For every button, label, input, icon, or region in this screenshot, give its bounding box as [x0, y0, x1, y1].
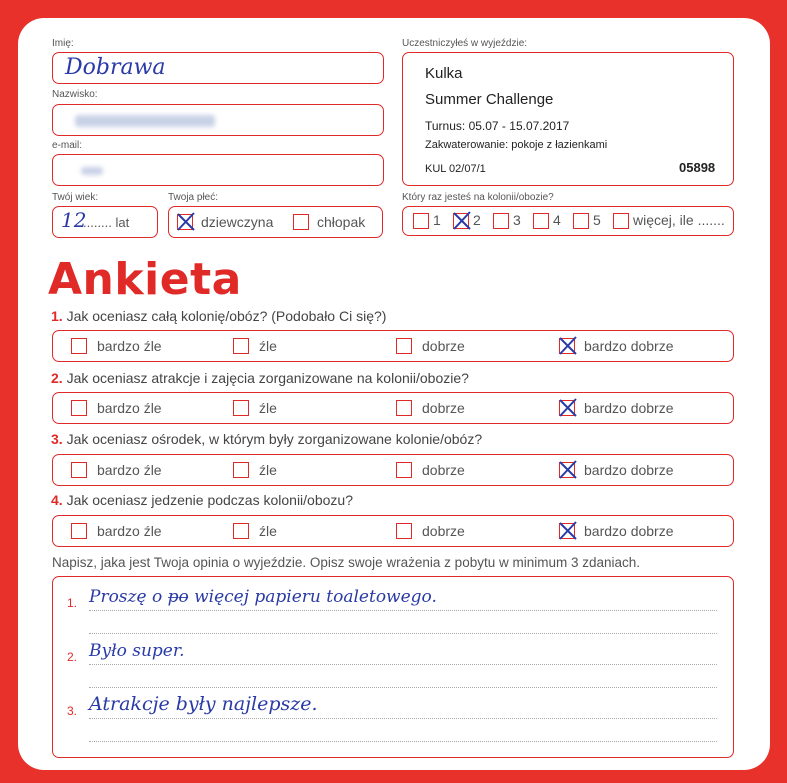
times-checkbox-more[interactable] — [613, 213, 629, 229]
q4-checkbox-good[interactable] — [396, 523, 412, 539]
gender-option-boy: chłopak — [317, 214, 366, 230]
q3-checkbox-bad[interactable] — [233, 462, 249, 478]
question-2 — [51, 370, 469, 386]
check-x-icon — [557, 459, 579, 481]
q2-checkbox-bad[interactable] — [233, 400, 249, 416]
q1-option-very-good: bardzo dobrze — [584, 338, 674, 354]
opinion-line-2: Było super. — [89, 641, 185, 661]
question-number: 3. — [51, 431, 63, 447]
question-number: 1. — [51, 308, 63, 324]
camp-number: 05898 — [679, 160, 716, 175]
camp-accommodation: Zakwaterowanie: pokoje z łazienkami — [425, 139, 608, 151]
answer-row-2 — [52, 392, 734, 424]
question-1 — [51, 308, 386, 324]
q3-option-very-good: bardzo dobrze — [584, 462, 674, 478]
q1-checkbox-very-bad[interactable] — [71, 338, 87, 354]
email-label: e-mail: — [52, 140, 83, 151]
times-checkbox-3[interactable] — [493, 213, 509, 229]
surname-label: Nazwisko: — [52, 89, 98, 100]
q2-option-very-good: bardzo dobrze — [584, 400, 674, 416]
question-text: Jak oceniasz całą kolonię/obóz? (Podobało Ci się?) — [66, 308, 387, 324]
question-number: 4. — [51, 492, 63, 508]
check-x-icon — [557, 520, 579, 542]
question-text: Jak oceniasz atrakcje i zajęcia zorganizowane na kolonii/obozie? — [66, 370, 469, 386]
age-suffix: ........ lat — [83, 215, 130, 230]
q2-option-bad: źle — [259, 400, 277, 416]
q4-option-very-bad: bardzo źle — [97, 523, 162, 539]
times-option-5: 5 — [593, 212, 601, 228]
times-option-3: 3 — [513, 212, 521, 228]
q4-checkbox-very-good[interactable] — [559, 523, 575, 539]
q4-checkbox-very-bad[interactable] — [71, 523, 87, 539]
age-field[interactable] — [52, 206, 158, 238]
writing-line — [89, 741, 717, 742]
camp-info-box — [402, 52, 734, 186]
camp-code: KUL 02/07/1 — [425, 163, 486, 175]
answer-row-4 — [52, 515, 734, 547]
times-field — [402, 206, 734, 236]
q1-checkbox-good[interactable] — [396, 338, 412, 354]
check-x-icon — [557, 335, 579, 357]
q3-checkbox-very-good[interactable] — [559, 462, 575, 478]
opinion-line-3: Atrakcje były najlepsze. — [89, 693, 318, 715]
question-text: Jak oceniasz jedzenie podczas kolonii/obozu? — [66, 492, 353, 508]
gender-label: Twoja płeć: — [168, 192, 219, 203]
q1-checkbox-very-good[interactable] — [559, 338, 575, 354]
times-option-2: 2 — [473, 212, 481, 228]
times-option-4: 4 — [553, 212, 561, 228]
check-x-icon — [175, 211, 197, 233]
age-label: Twój wiek: — [52, 192, 99, 203]
times-label: Który raz jesteś na kolonii/obozie? — [402, 192, 554, 203]
name-label: Imię: — [52, 38, 74, 49]
answer-row-1 — [52, 330, 734, 362]
gender-checkbox-boy[interactable] — [293, 214, 309, 230]
opinion-line-1: Proszę o p̶o̶ więcej papieru toaletowego. — [89, 587, 437, 607]
q2-option-good: dobrze — [422, 400, 465, 416]
camp-name: Kulka — [425, 65, 463, 82]
name-value: Dobrawa — [65, 55, 166, 80]
q1-option-very-bad: bardzo źle — [97, 338, 162, 354]
times-checkbox-5[interactable] — [573, 213, 589, 229]
opinion-box[interactable] — [52, 576, 734, 758]
surname-field[interactable] — [52, 104, 384, 136]
times-checkbox-4[interactable] — [533, 213, 549, 229]
check-x-icon — [451, 210, 473, 232]
opinion-line-number: 1. — [67, 596, 78, 610]
question-number: 2. — [51, 370, 63, 386]
q1-checkbox-bad[interactable] — [233, 338, 249, 354]
question-4 — [51, 492, 353, 508]
q4-checkbox-bad[interactable] — [233, 523, 249, 539]
q4-option-bad: źle — [259, 523, 277, 539]
name-field[interactable] — [52, 52, 384, 84]
writing-line — [89, 664, 717, 665]
gender-option-girl: dziewczyna — [201, 214, 274, 230]
q1-option-bad: źle — [259, 338, 277, 354]
email-field[interactable] — [52, 154, 384, 186]
q4-option-good: dobrze — [422, 523, 465, 539]
q3-checkbox-very-bad[interactable] — [71, 462, 87, 478]
q2-option-very-bad: bardzo źle — [97, 400, 162, 416]
q2-checkbox-very-good[interactable] — [559, 400, 575, 416]
camp-program: Summer Challenge — [425, 91, 554, 108]
times-option-1: 1 — [433, 212, 441, 228]
question-text: Jak oceniasz ośrodek, w którym były zorganizowane kolonie/obóz? — [66, 431, 483, 447]
q3-checkbox-good[interactable] — [396, 462, 412, 478]
writing-line — [89, 718, 717, 719]
opinion-prompt: Napisz, jaka jest Twoja opinia o wyjeździe. Opisz swoje wrażenia z pobytu w minimum 3 zdaniach. — [52, 555, 641, 570]
q2-checkbox-very-bad[interactable] — [71, 400, 87, 416]
q4-option-very-good: bardzo dobrze — [584, 523, 674, 539]
writing-line — [89, 610, 717, 611]
age-value: 12 — [61, 208, 87, 232]
gender-field — [168, 206, 383, 238]
survey-title: Ankieta — [48, 254, 242, 305]
times-checkbox-2[interactable] — [453, 213, 469, 229]
redacted-email — [81, 167, 103, 175]
answer-row-3 — [52, 454, 734, 486]
q2-checkbox-good[interactable] — [396, 400, 412, 416]
opinion-line-number: 2. — [67, 650, 78, 664]
camp-label: Uczestniczyłeś w wyjeździe: — [402, 38, 528, 49]
q1-option-good: dobrze — [422, 338, 465, 354]
times-option-more: więcej, ile ....... — [633, 212, 725, 228]
writing-line — [89, 633, 717, 634]
opinion-line-number: 3. — [67, 704, 78, 718]
survey-sheet — [18, 18, 770, 770]
q3-option-very-bad: bardzo źle — [97, 462, 162, 478]
check-x-icon — [557, 397, 579, 419]
question-3 — [51, 431, 482, 447]
camp-turnus: Turnus: 05.07 - 15.07.2017 — [425, 119, 570, 133]
gender-checkbox-girl[interactable] — [177, 214, 193, 230]
writing-line — [89, 687, 717, 688]
q3-option-good: dobrze — [422, 462, 465, 478]
times-checkbox-1[interactable] — [413, 213, 429, 229]
q3-option-bad: źle — [259, 462, 277, 478]
redacted-surname — [75, 115, 215, 127]
